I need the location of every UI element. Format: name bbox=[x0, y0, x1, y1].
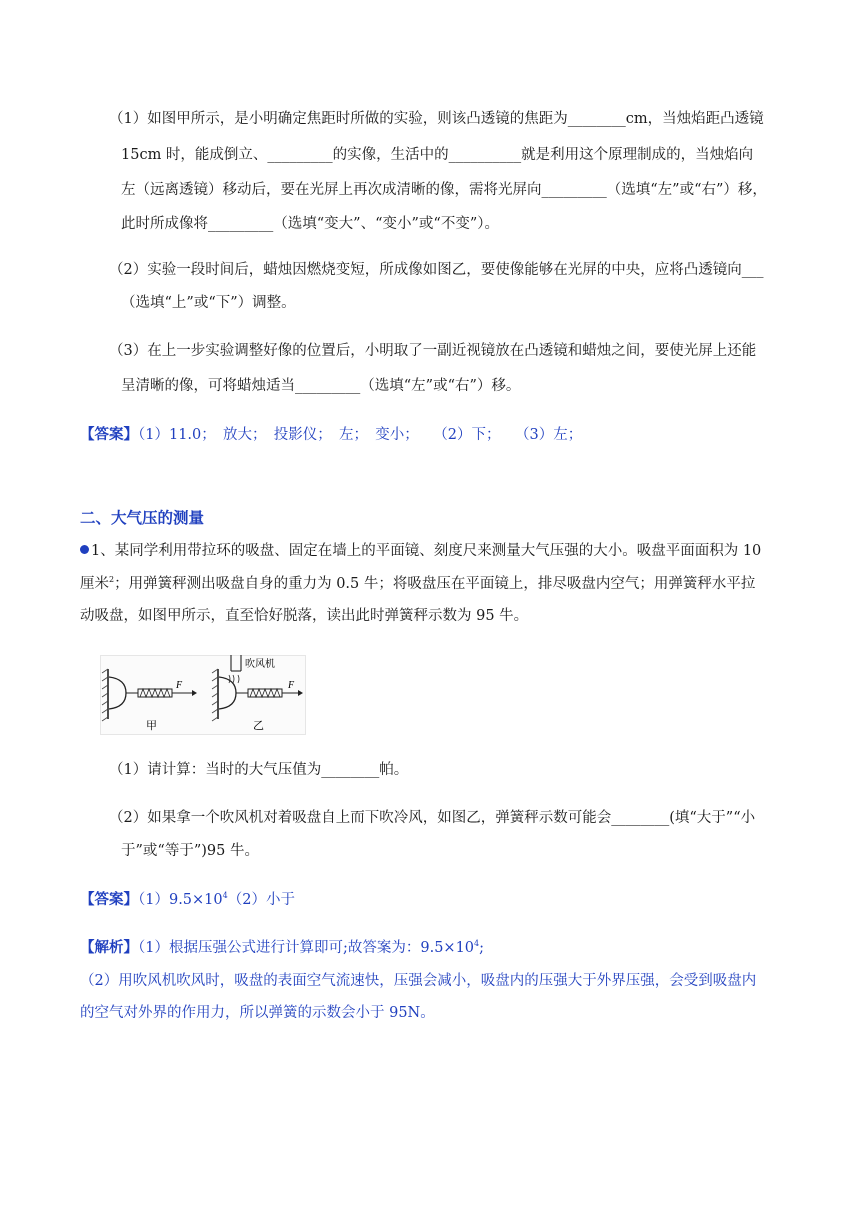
analysis-line-1 bbox=[80, 937, 484, 959]
force-label-yi: F bbox=[288, 680, 295, 691]
q-prev-line-4: 此时所成像将_________（选填“变大”、“变小”或“不变”）。 bbox=[121, 216, 499, 232]
analysis-line-3: 的空气对外界的作用力，所以弹簧的示数会小于 95N。 bbox=[80, 1005, 435, 1021]
answer-text-b: （2）小于 bbox=[227, 892, 295, 908]
q-prev-line-2: 15cm 时，能成倒立、_________的实像，生活中的__________就是利用这个原理制成的，当烛焰向 bbox=[121, 147, 754, 163]
q-prev-line-7: （3）在上一步实验调整好像的位置后，小明取了一副近视镜放在凸透镜和蜡烛之间，要使光屏上还能 bbox=[109, 343, 757, 359]
q1-line-1 bbox=[80, 540, 761, 562]
q-prev-line-3: 左（远离透镜）移动后，要在光屏上再次成清晰的像，需将光屏向_________（选填“左”或“右”）移， bbox=[121, 182, 767, 198]
q1-text-2b: ；用弹簧秤测出吸盘自身的重力为 0.5 牛；将吸盘压在平面镜上，排尽吸盘内空气；用弹簧秤水平拉 bbox=[114, 576, 756, 592]
q-prev-line-1: （1）如图甲所示，是小明确定焦距时所做的实验，则该凸透镜的焦距为________cm，当烛焰距凸透镜 bbox=[109, 111, 764, 127]
section-title: 二、大气压的测量 bbox=[80, 509, 205, 527]
force-label-jia: F bbox=[176, 680, 183, 691]
answer-text-a: （1）9.5×10 bbox=[138, 892, 223, 908]
q-prev-line-5: （2）实验一段时间后，蜡烛因燃烧变短，所成像如图乙，要使像能够在光屏的中央，应将凸透镜向___ bbox=[109, 262, 764, 278]
q1-answer bbox=[80, 889, 295, 911]
analysis-tag: 【解析】 bbox=[80, 939, 138, 956]
sub-question-2-line-2: 于”或“等于”)95 牛。 bbox=[121, 843, 259, 859]
answer-superscript: 4 bbox=[222, 891, 228, 900]
blower-label: 吹风机 bbox=[245, 659, 275, 670]
prev-answer bbox=[80, 424, 582, 446]
answer-tag: 【答案】 bbox=[80, 426, 138, 443]
q1-text-1: 1、某同学利用带拉环的吸盘、固定在墙上的平面镜、刻度尺来测量大气压强的大小。吸盘平面面积为 10 bbox=[91, 543, 762, 559]
q1-text-2a: 厘米 bbox=[80, 576, 109, 592]
analysis-text-1a: （1）根据压强公式进行计算即可;故答案为：9.5×10 bbox=[138, 940, 475, 956]
figure-suction-cup bbox=[100, 655, 306, 735]
sub-question-2-line-1: （2）如果拿一个吹风机对着吸盘自上而下吹冷风，如图乙，弹簧秤示数可能会________(填“大于”“小 bbox=[109, 810, 756, 826]
q-prev-line-8: 呈清晰的像，可将蜡烛适当_________（选填“左”或“右”）移。 bbox=[121, 378, 521, 394]
analysis-superscript: 4 bbox=[474, 939, 480, 948]
analysis-line-2: （2）用吹风机吹风时，吸盘的表面空气流速快，压强会减小，吸盘内的压强大于外界压强，会受到吸盘内 bbox=[80, 973, 757, 989]
sub-question-1: （1）请计算：当时的大气压值为________帕。 bbox=[109, 762, 409, 778]
analysis-text-1b: ; bbox=[479, 940, 485, 956]
answer-tag: 【答案】 bbox=[80, 891, 138, 908]
figure-label-jia: 甲 bbox=[146, 719, 157, 732]
figure-label-yi: 乙 bbox=[253, 719, 264, 732]
q-prev-line-6: （选填“上”或“下”）调整。 bbox=[121, 295, 296, 311]
q1-line-3: 动吸盘，如图甲所示，直至恰好脱落，读出此时弹簧秤示数为 95 牛。 bbox=[80, 608, 529, 624]
q1-line-2 bbox=[80, 573, 755, 595]
q1-superscript: 2 bbox=[109, 575, 115, 584]
answer-text: （1）11.0； 放大； 投影仪； 左； 变小； （2）下； （3）左； bbox=[138, 427, 583, 443]
bullet-icon bbox=[80, 545, 89, 554]
